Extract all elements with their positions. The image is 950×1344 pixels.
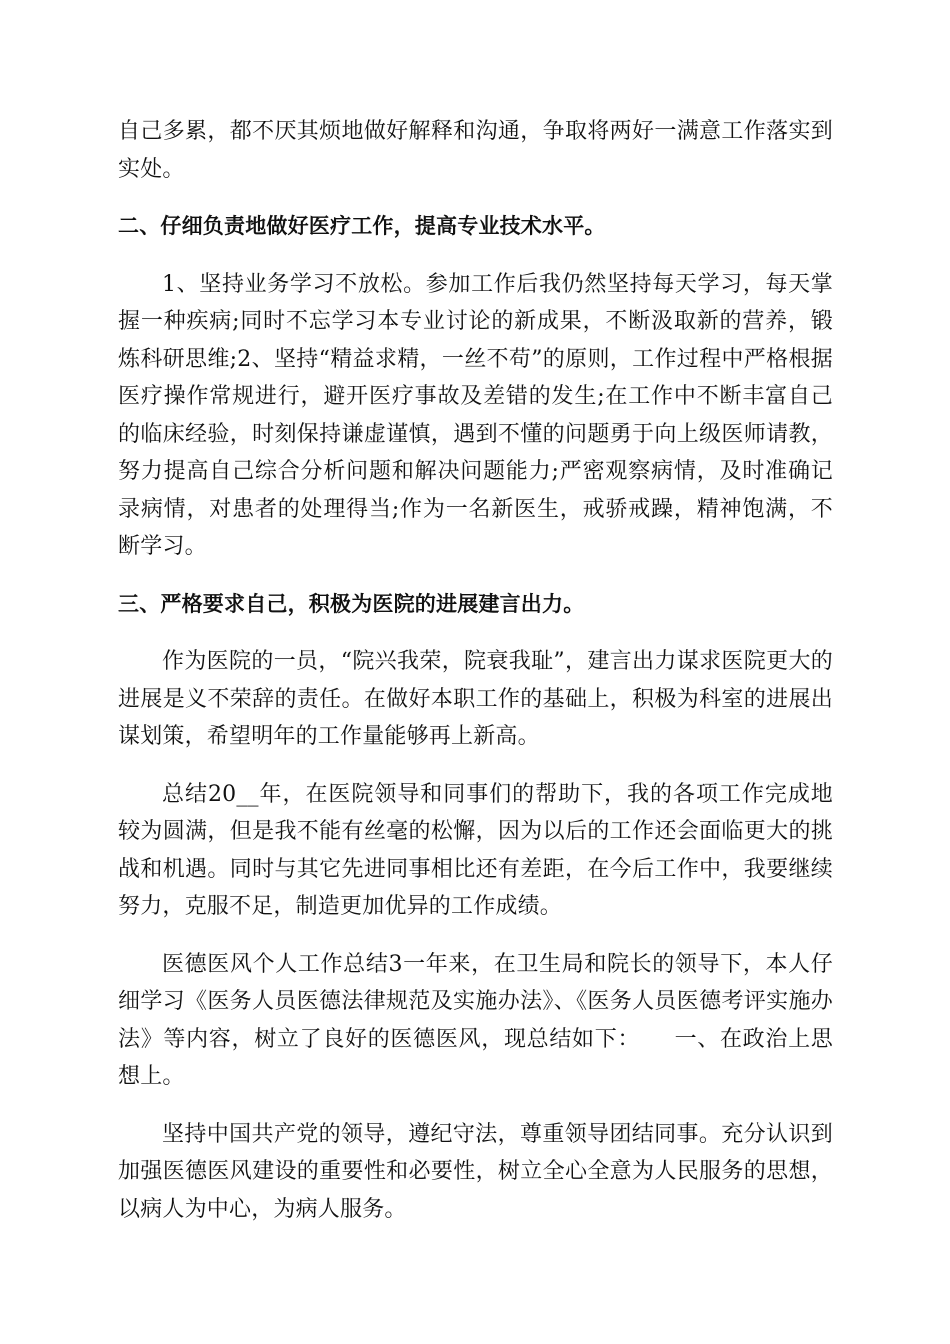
section-heading-3: 三、严格要求自己，积极为医院的进展建言出力。: [118, 591, 585, 616]
document-body: [118, 113, 833, 1248]
paragraph-study: 1、坚持业务学习不放松。参加工作后我仍然坚持每天学习，每天掌握一种疾病;同时不忘学习本专业讨论的新成果，不断汲取新的营养，锻炼科研思维;2、坚持“精益求精，一丝不苟”的原则，工作过程中严格根据医疗操作常规进行，避开医疗事故及差错的发生;在工作中不断丰富自己的临床经验，时刻保持谦虚谨慎，遇到不懂的问题勇于向上级医师请教，努力提高自己综合分析问题和解决问题能力;严密观察病情，及时准确记录病情，对患者的处理得当;作为一名新医生，戒骄戒躁，精神饱满，不断学习。: [118, 271, 833, 559]
paragraph-continued: 自己多累，都不厌其烦地做好解释和沟通，争取将两好一满意工作落实到实处。: [118, 119, 833, 182]
paragraph-leadership: 坚持中国共产党的领导，遵纪守法，尊重领导团结同事。充分认识到加强医德医风建设的重要性和必要性，树立全心全意为人民服务的思想，以病人为中心，为病人服务。: [118, 1121, 833, 1222]
paragraph-ethics-summary: 医德医风个人工作总结3一年来，在卫生局和院长的领导下，本人仔细学习《医务人员医德法律规范及实施办法》、《医务人员医德考评实施办法》等内容，树立了良好的医德医风，现总结如下： 一、在政治上思想上。: [118, 951, 833, 1089]
section-heading-2: 二、仔细负责地做好医疗工作，提高专业技术水平。: [118, 214, 606, 238]
paragraph-summary: 总结20__年，在医院领导和同事们的帮助下，我的各项工作完成地较为圆满，但是我不能有丝毫的松懈，因为以后的工作还会面临更大的挑战和机遇。同时与其它先进同事相比还有差距，在今后工作中，我要继续努力，克服不足，制造更加优异的工作成绩。: [118, 781, 833, 919]
paragraph-hospital-member: 作为医院的一员，“院兴我荣，院衰我耻”，建言出力谋求医院更大的进展是义不荣辞的责任。在做好本职工作的基础上，积极为科室的进展出谋划策，希望明年的工作量能够再上新高。: [118, 649, 833, 749]
